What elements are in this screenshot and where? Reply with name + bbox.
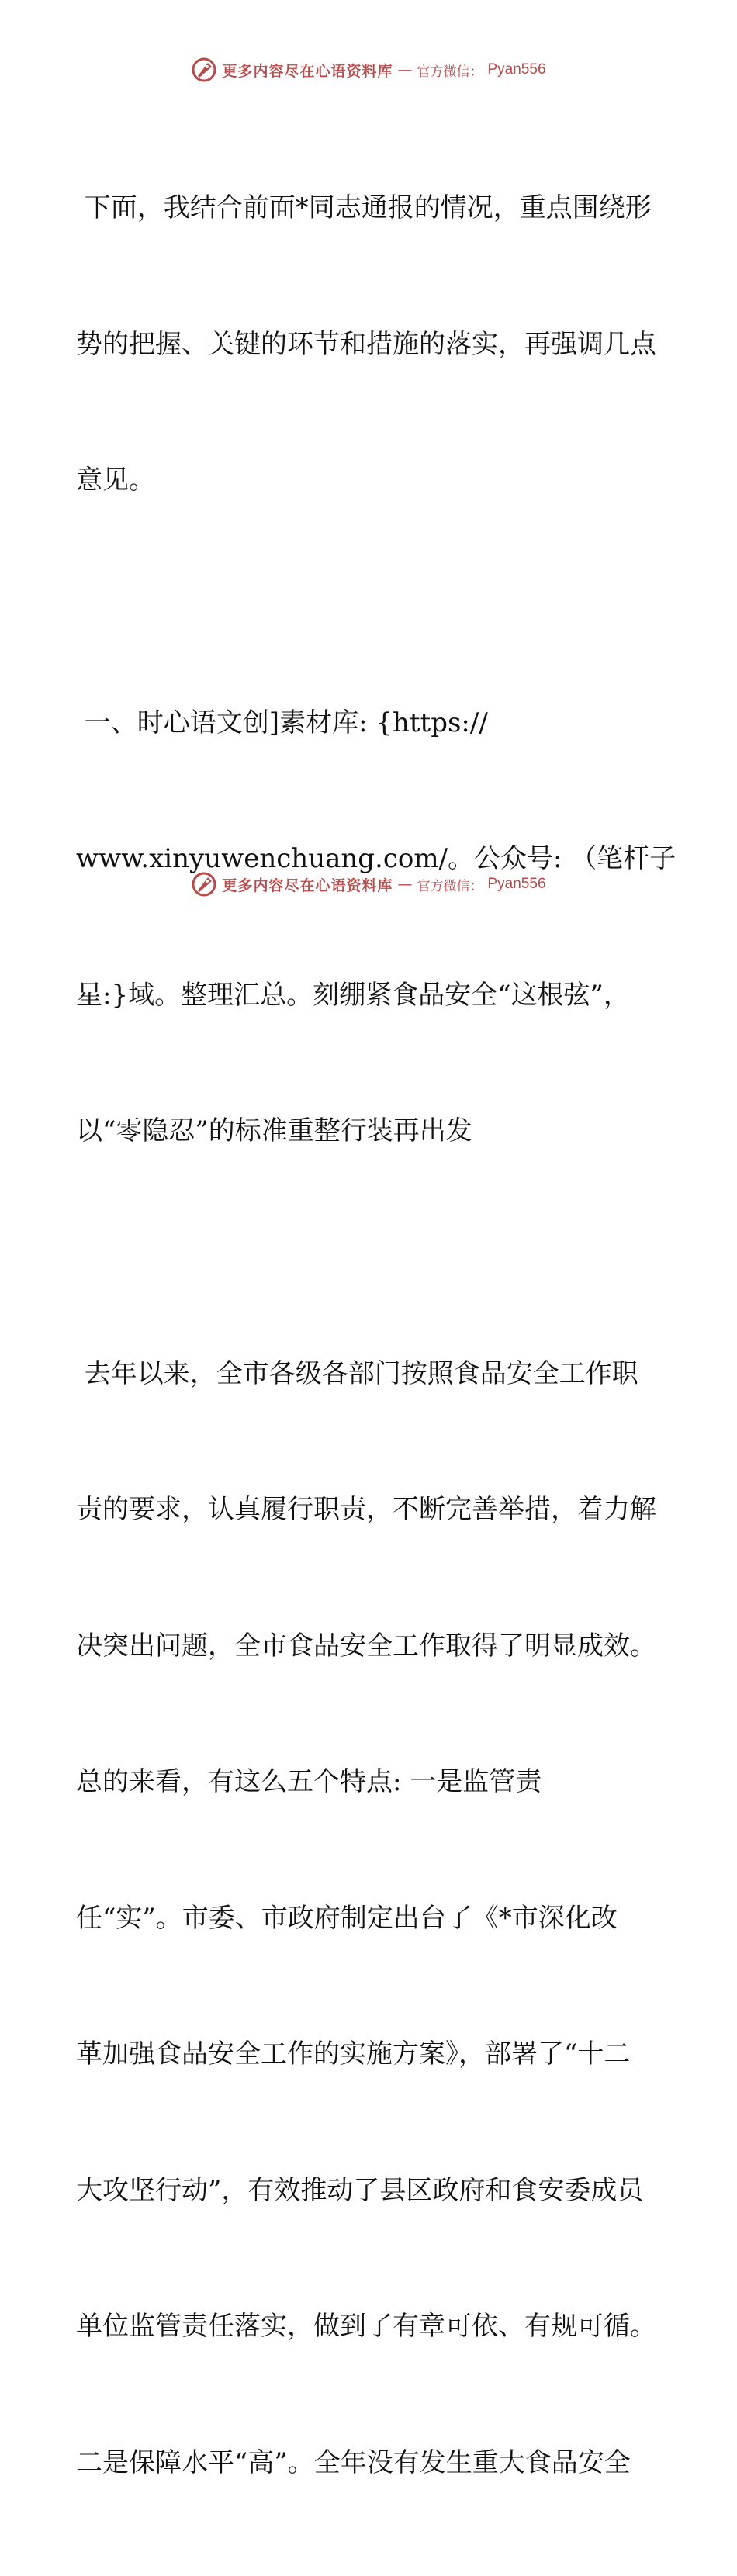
banner-wechat-label: 官方微信：: [417, 61, 483, 80]
banner-wechat-id: Pyan556: [488, 61, 546, 78]
text-line: 责的要求，认真履行职责，不断完善举措，着力解: [76, 1487, 666, 1533]
text-line: 势的把握、关键的环节和措施的落实，再强调几点: [76, 322, 666, 368]
text-line: 革加强食品安全工作的实施方案》，部署了“十二: [76, 2031, 666, 2077]
document-body: [76, 95, 666, 2576]
banner-brand-text: 更多内容尽在心语资料库: [222, 60, 393, 81]
footer-banner: [0, 870, 737, 898]
text-line: www.xinyuwenchuang.com/。公众号: （笔杆子: [76, 836, 666, 882]
text-line: 单位监管责任落实，做到了有章可依、有规可循。: [76, 2304, 666, 2350]
text-line: 星:}域。整理汇总。刻绷紧食品安全“这根弦”，: [76, 973, 666, 1018]
paragraph-heading-one: [76, 610, 666, 1245]
text-line: 下面，我结合前面*同志通报的情况，重点围绕形: [76, 185, 666, 231]
header-banner: [0, 56, 737, 84]
pen-nib-circle-logo-icon: [191, 871, 217, 897]
banner-separator: —: [398, 61, 413, 78]
text-line: 大攻坚行动”，有效推动了县区政府和食安委成员: [76, 2168, 666, 2214]
banner-separator: —: [398, 876, 413, 893]
banner-wechat-label: 官方微信：: [417, 875, 483, 894]
text-line: 意见。: [76, 458, 666, 503]
paragraph-intro: [76, 95, 666, 594]
banner-wechat-id: Pyan556: [488, 876, 546, 893]
text-line: 二是保障水平“高”。全年没有发生重大食品安全: [76, 2440, 666, 2486]
text-line: 以“零隐忍”的标准重整行装再出发: [76, 1108, 666, 1154]
text-line: 决突出问题，全市食品安全工作取得了明显成效。: [76, 1623, 666, 1669]
pen-nib-circle-logo-icon: [191, 57, 217, 83]
paragraph-body: [76, 1260, 666, 2576]
text-line: 去年以来，全市各级各部门按照食品安全工作职: [76, 1351, 666, 1397]
text-line: 任“实”。市委、市政府制定出台了《*市深化改: [76, 1896, 666, 1942]
text-line: 一、时心语文创]素材库: {https://: [76, 700, 666, 746]
text-line: 总的来看，有这么五个特点: 一是监管责: [76, 1759, 666, 1805]
banner-brand-text: 更多内容尽在心语资料库: [222, 874, 393, 895]
